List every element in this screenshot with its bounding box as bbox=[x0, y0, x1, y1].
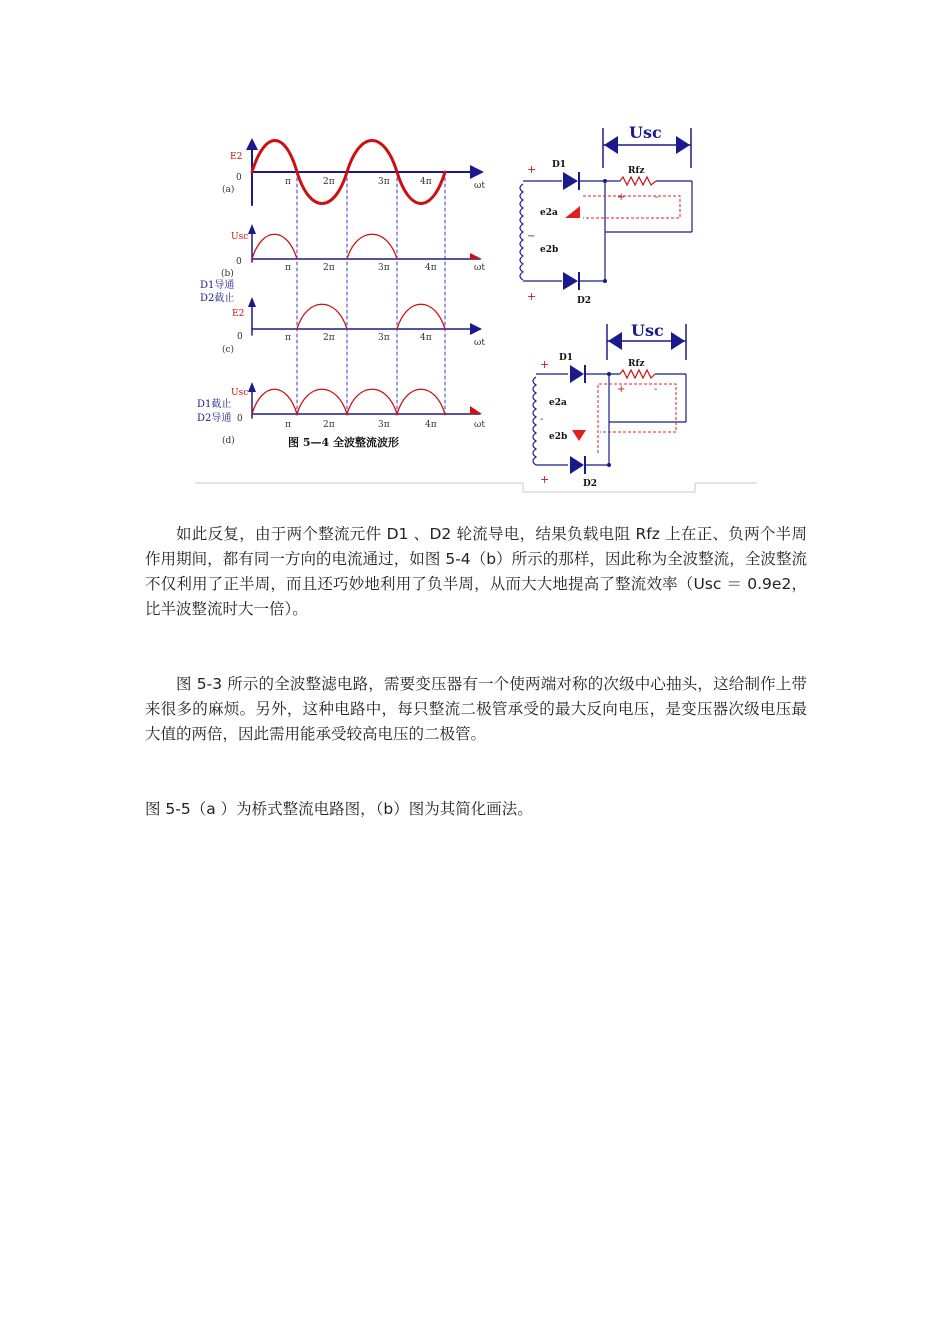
panel-b-ylabel: Usc bbox=[231, 232, 249, 242]
top-minus-2: − bbox=[527, 231, 536, 242]
figure-caption: 图 5—4 全波整流波形 bbox=[288, 436, 399, 449]
panel-d-tick-3: 3π bbox=[378, 420, 390, 430]
top-usc-label: Usc bbox=[629, 123, 662, 142]
top-d2-label: D2 bbox=[577, 296, 592, 306]
top-d1-label: D1 bbox=[552, 160, 567, 170]
panel-d-tick-1: π bbox=[285, 420, 291, 430]
bottom-plus-3: + bbox=[617, 384, 626, 395]
panel-a-xlabel: ωt bbox=[474, 181, 485, 191]
bottom-e2a-label: e2a bbox=[549, 398, 567, 408]
bottom-d1-label: D1 bbox=[559, 353, 574, 363]
panel-a-tick-2: 2π bbox=[323, 177, 335, 187]
panel-b-tick-1: π bbox=[285, 263, 291, 273]
top-e2b-label: e2b bbox=[540, 245, 559, 255]
panel-d-xlabel: ωt bbox=[474, 420, 485, 430]
top-plus-2: + bbox=[527, 290, 537, 303]
panel-a-tick-1: π bbox=[285, 177, 291, 187]
panel-b-tick-4: 4π bbox=[425, 263, 437, 273]
bottom-minus-2: - bbox=[540, 414, 544, 425]
bottom-minus-1: - bbox=[654, 384, 658, 395]
top-minus-1: - bbox=[655, 192, 659, 203]
panel-a-zero: 0 bbox=[236, 173, 242, 183]
full-wave-d bbox=[252, 389, 445, 414]
panel-a-label: (a) bbox=[222, 185, 235, 195]
full-wave-rectifier-figure bbox=[0, 0, 950, 500]
bottom-e2b-label: e2b bbox=[549, 432, 568, 442]
panel-d-tick-2: 2π bbox=[323, 420, 335, 430]
panel-b-xlabel: ωt bbox=[474, 263, 485, 273]
bottom-plus-1: + bbox=[540, 358, 550, 371]
panel-c-xlabel: ωt bbox=[474, 338, 485, 348]
waveform-panels bbox=[197, 138, 485, 449]
top-plus-3: + bbox=[617, 192, 626, 203]
guide-lines bbox=[297, 172, 445, 415]
panel-d-tick-4: 4π bbox=[425, 420, 437, 430]
bottom-rfz-label: Rfz bbox=[628, 359, 645, 369]
bottom-plus-2: + bbox=[540, 473, 550, 486]
figure-frame-line bbox=[195, 483, 757, 492]
paragraph-full-wave-explanation: 如此反复，由于两个整流元件 D1 、D2 轮流导电，结果负载电阻 Rfz 上在正、负两个半周作用期间，都有同一方向的电流通过，如图 5-4（b）所示的那样，因此称为全波整流，全波整流不仅利用了正半周，而且还巧妙地利用了负半周，从而大大地提高了整流效率（Usc ＝ 0.9e2，比半波整流时大一倍）。 bbox=[145, 525, 807, 618]
paragraph-center-tap-drawback: 图 5-3 所示的全波整滤电路，需要变压器有一个使两端对称的次级中心抽头，这给制作上带来很多的麻烦。另外，这种电路中，每只整流二极管承受的最大反向电压，是变压器次级电压最大值的两倍，因此需用能承受较高电压的二极管。 bbox=[145, 675, 807, 743]
panel-c-label: (c) bbox=[222, 345, 235, 355]
panel-b-note-1: D1导通 bbox=[200, 280, 235, 291]
panel-c-tick-4: 4π bbox=[420, 333, 432, 343]
panel-d-zero: 0 bbox=[237, 414, 243, 424]
panel-d-label: (d) bbox=[222, 436, 235, 446]
circuit-top bbox=[520, 123, 692, 306]
waveform-panel-a bbox=[222, 138, 485, 205]
half-wave-b bbox=[252, 234, 397, 259]
panel-a-ylabel: E2 bbox=[230, 152, 243, 162]
panel-b-tick-3: 3π bbox=[378, 263, 390, 273]
panel-d-note-1: D1截止 bbox=[197, 399, 232, 410]
top-rfz-label: Rfz bbox=[628, 166, 645, 176]
panel-a-tick-4: 4π bbox=[420, 177, 432, 187]
panel-c-ylabel: E2 bbox=[232, 309, 245, 319]
panel-b-tick-2: 2π bbox=[323, 263, 335, 273]
panel-c-zero: 0 bbox=[237, 332, 243, 342]
bottom-usc-label: Usc bbox=[631, 321, 664, 340]
top-e2a-label: e2a bbox=[540, 208, 558, 218]
circuit-bottom bbox=[533, 321, 686, 489]
waveform-panel-b bbox=[200, 224, 485, 304]
top-plus-1: + bbox=[527, 163, 537, 176]
paragraph-bridge-rectifier-intro: 图 5-5（a ）为桥式整流电路图，（b）图为其简化画法。 bbox=[145, 800, 533, 818]
panel-d-note-2: D2导通 bbox=[197, 413, 232, 424]
panel-d-ylabel: Usc bbox=[231, 388, 249, 398]
panel-a-tick-3: 3π bbox=[378, 177, 390, 187]
panel-b-zero: 0 bbox=[236, 257, 242, 267]
panel-b-label: (b) bbox=[221, 269, 234, 279]
bottom-d2-label: D2 bbox=[583, 479, 598, 489]
panel-b-note-2: D2截止 bbox=[200, 293, 235, 304]
panel-c-tick-3: 3π bbox=[378, 333, 390, 343]
half-wave-c bbox=[297, 304, 445, 329]
panel-c-tick-1: π bbox=[285, 333, 291, 343]
waveform-panel-c bbox=[222, 297, 485, 355]
panel-c-tick-2: 2π bbox=[323, 333, 335, 343]
